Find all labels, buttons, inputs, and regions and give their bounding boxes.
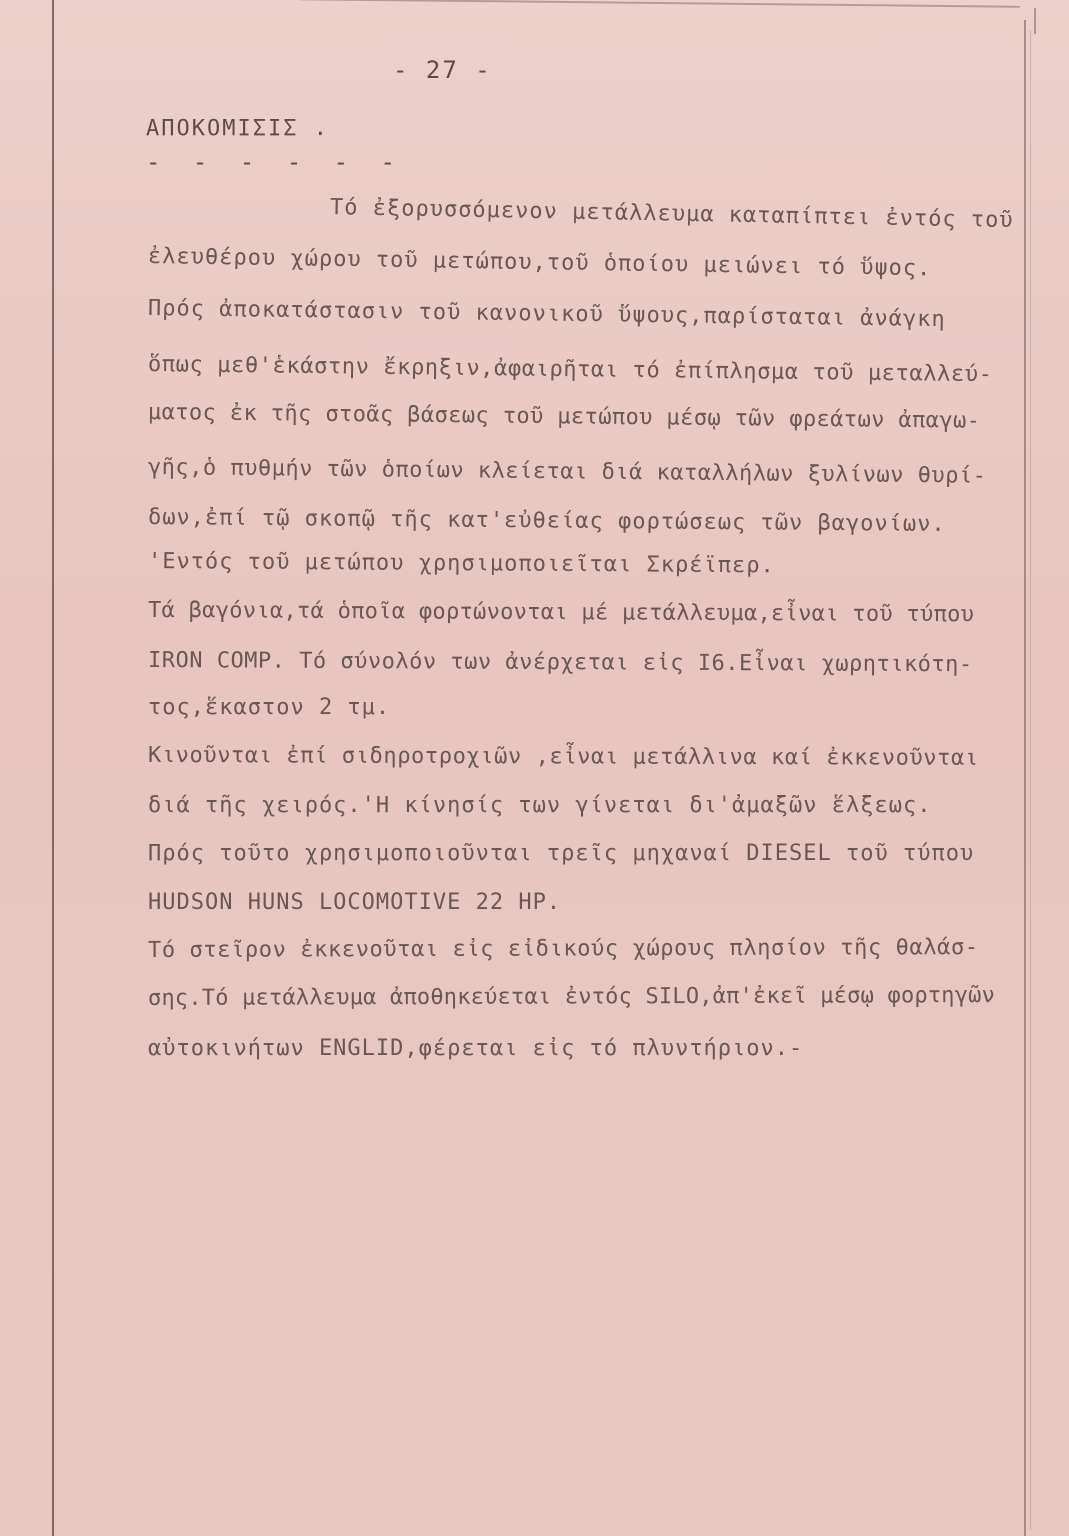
section-heading: ΑΠΟΚΟΜΙΣΙΣ . <box>146 116 329 141</box>
text-line-16: Τό στεῖρον ἐκκενοῦται εἰς εἰδικούς χώρους πλησίον τῆς θαλάσ- <box>147 935 979 963</box>
text-line-17: σης.Τό μετάλλευμα ἀποθηκεύεται ἐντός SILO,ἀπ'ἐκεῖ μέσῳ φορτηγῶν <box>147 983 996 1011</box>
text-line-15: HUDSON HUNS LOCOMOTIVE 22 HP. <box>148 890 562 915</box>
text-line-10: IRON COMP. Τό σύνολόν των ἀνέρχεται εἰς Ι6.Εἶναι χωρητικότη- <box>147 648 973 678</box>
page-number: - 27 - <box>393 56 492 84</box>
corner-mark <box>1018 8 1036 34</box>
text-line-5: ματος ἐκ τῆς στοᾶς βάσεως τοῦ μετώπου μέσῳ τῶν φρεάτων ἀπαγω- <box>147 400 981 434</box>
right-margin-rule <box>1024 20 1026 1536</box>
text-line-11: τος,ἕκαστον 2 τμ. <box>148 695 391 720</box>
text-line-7: δων,ἐπί τῷ σκοπῷ τῆς κατ'εὐθείας φορτώσεως τῶν βαγονίων. <box>147 505 946 537</box>
text-line-2: ἐλευθέρου χώρου τοῦ μετώπου,τοῦ ὁποίου μειώνει τό ὕψος. <box>147 244 932 282</box>
text-line-13: διά τῆς χειρός.'Η κίνησίς των γίνεται δι'ἀμαξῶν ἕλξεως. <box>148 793 932 818</box>
left-margin-rule <box>52 0 54 1536</box>
text-line-6: γῆς,ὁ πυθμήν τῶν ὁποίων κλείεται διά καταλλήλων ξυλίνων θυρί- <box>147 455 987 489</box>
text-line-12: Κινοῦνται ἐπί σιδηροτροχιῶν ,εἶναι μετάλλινα καί ἐκκενοῦνται <box>147 743 979 771</box>
text-line-3: Πρός ἀποκατάστασιν τοῦ κανονικοῦ ὕψους,παρίσταται ἀνάγκη <box>147 296 946 333</box>
text-line-8: 'Εντός τοῦ μετώπου χρησιμοποιεῖται Σκρέϊπερ. <box>147 549 775 579</box>
text-line-1: Τό ἐξορυσσόμενον μετάλλευμα καταπίπτει ἐντός τοῦ <box>329 195 1014 234</box>
text-line-18: αὐτοκινήτων ENGLID,φέρεται εἰς τό πλυντήριον.- <box>148 1036 804 1061</box>
text-line-4: ὅπως μεθ'ἑκάστην ἔκρηξιν,ἀφαιρῆται τό ἐπίπλησμα τοῦ μεταλλεύ- <box>147 352 993 388</box>
right-margin-rule-secondary <box>1030 30 1031 1530</box>
text-line-9: Τά βαγόνια,τά ὁποῖα φορτώνονται μέ μετάλλευμα,εἶναι τοῦ τύπου <box>147 598 975 628</box>
text-line-14: Πρός τοῦτο χρησιμοποιοῦνται τρεῖς μηχαναί DIESEL τοῦ τύπου <box>148 841 975 866</box>
heading-underline: - - - - - - <box>146 148 404 176</box>
top-edge-rule <box>300 0 1020 8</box>
